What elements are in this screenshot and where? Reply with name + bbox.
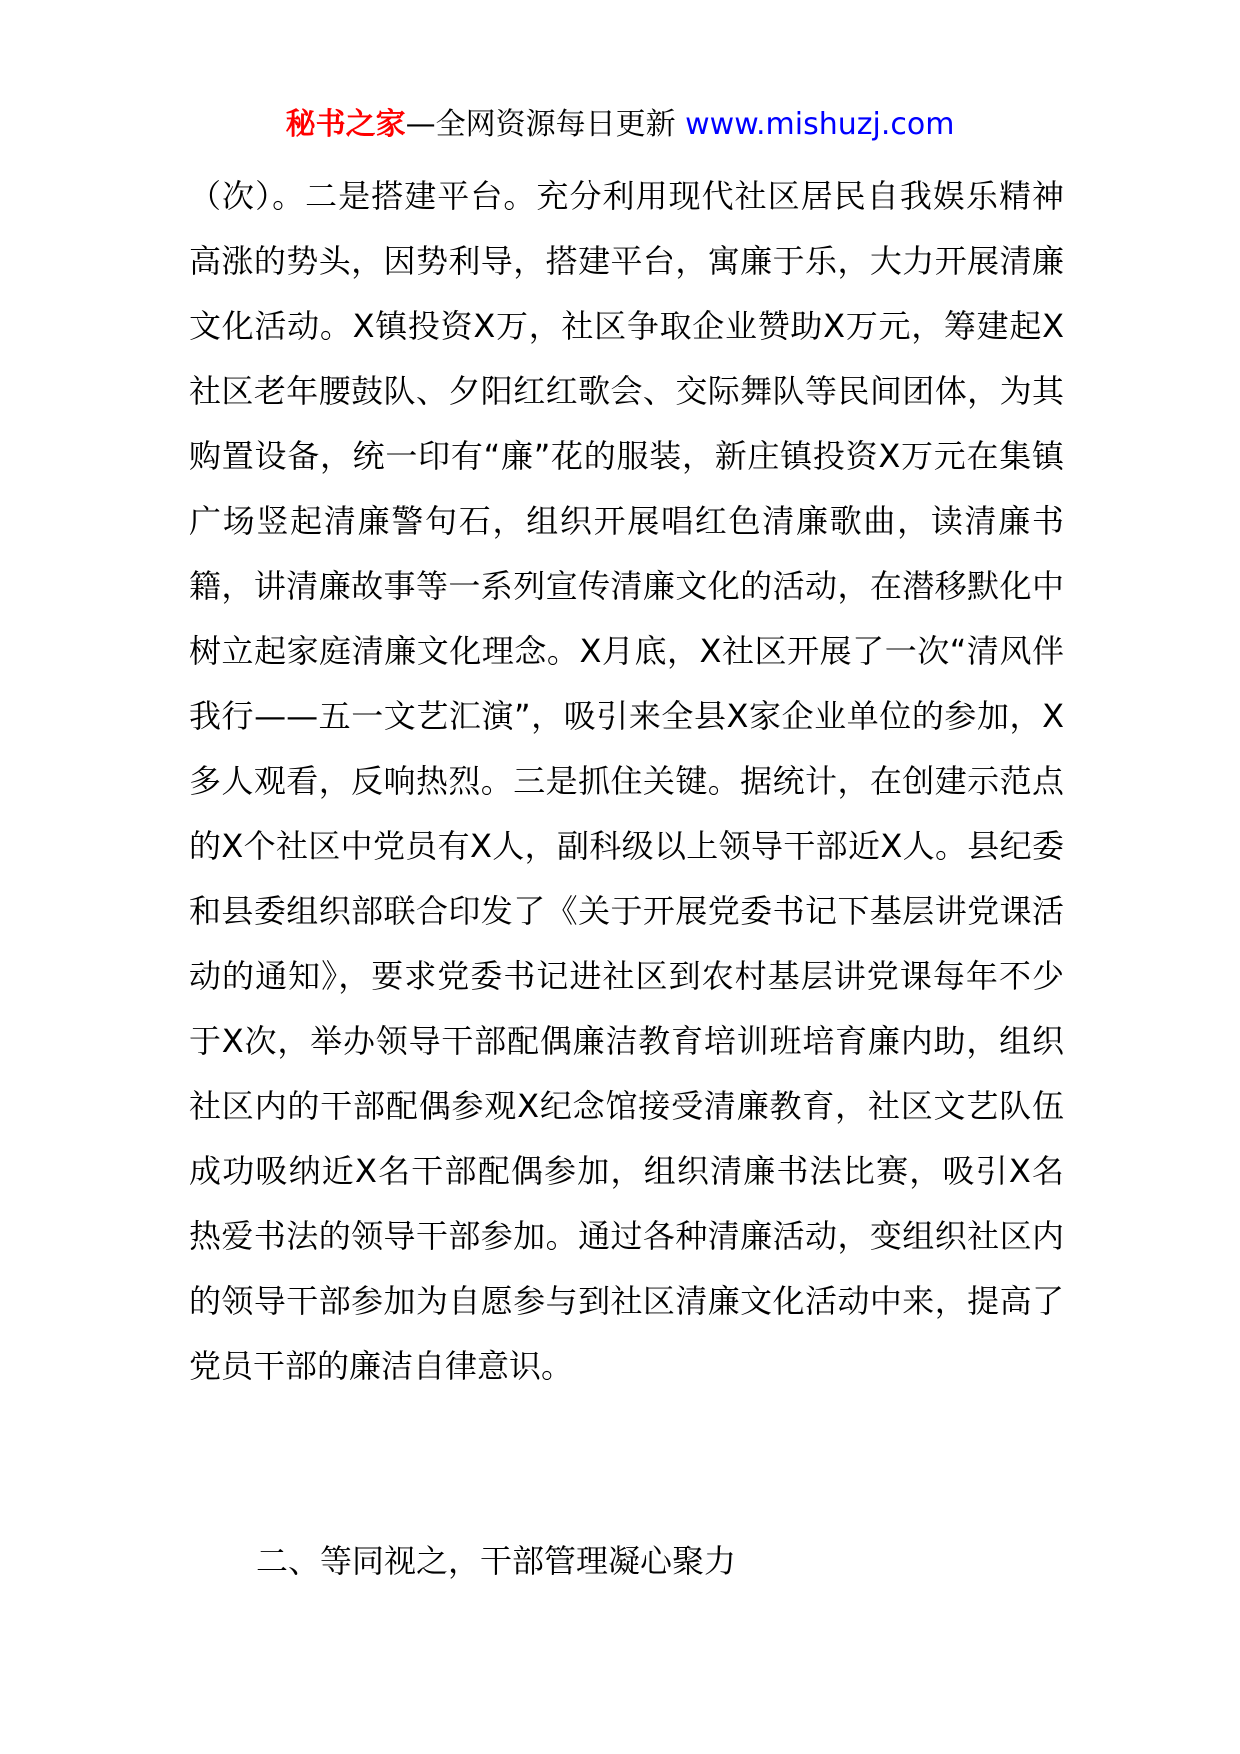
body-paragraph: （次）。二是搭建平台。充分利用现代社区居民自我娱乐精神高涨的势头，因势利导，搭建平台，寓廉于乐，大力开展清廉文化活动。X镇投资X万，社区争取企业赞助X万元，筹建起X社区老年腰鼓队、夕阳红红歌会、交际舞队等民间团体，为其购置设备，统一印有“廉”花的服装，新庄镇投资X万元在集镇广场竖起清廉警句石，组织开展唱红色清廉歌曲，读清廉书籍，讲清廉故事等一系列宣传清廉文化的活动，在潜移默化中树立起家庭清廉文化理念。X月底，X社区开展了一次“清风伴我行——五一文艺汇演”，吸引来全县X家企业单位的参加，X多人观看，反响热烈。三是抓住关键。据统计，在创建示范点的X个社区中党员有X人，副科级以上领导干部近X人。县纪委和县委组织部联合印发了《关于开展党委书记下基层讲党课活动的通知》，要求党委书记进社区到农村基层讲党课每年不少于X次，举办领导干部配偶廉洁教育培训班培育廉内助，组织社区内的干部配偶参观X纪念馆接受清廉教育，社区文艺队伍成功吸纳近X名干部配偶参加，组织清廉书法比赛，吸引X名热爱书法的领导干部参加。通过各种清廉活动，变组织社区内的领导干部参加为自愿参与到社区清廉文化活动中来，提高了党员干部的廉洁自律意识。: [189, 177, 1064, 1385]
section-heading: 二、等同视之，干部管理凝心聚力: [256, 1542, 737, 1580]
page-header: [0, 100, 1240, 150]
site-tagline: —全网资源每日更新: [405, 107, 686, 142]
site-brand: 秘书之家: [285, 107, 406, 142]
site-url-link[interactable]: www.mishuzj.com: [685, 107, 955, 142]
